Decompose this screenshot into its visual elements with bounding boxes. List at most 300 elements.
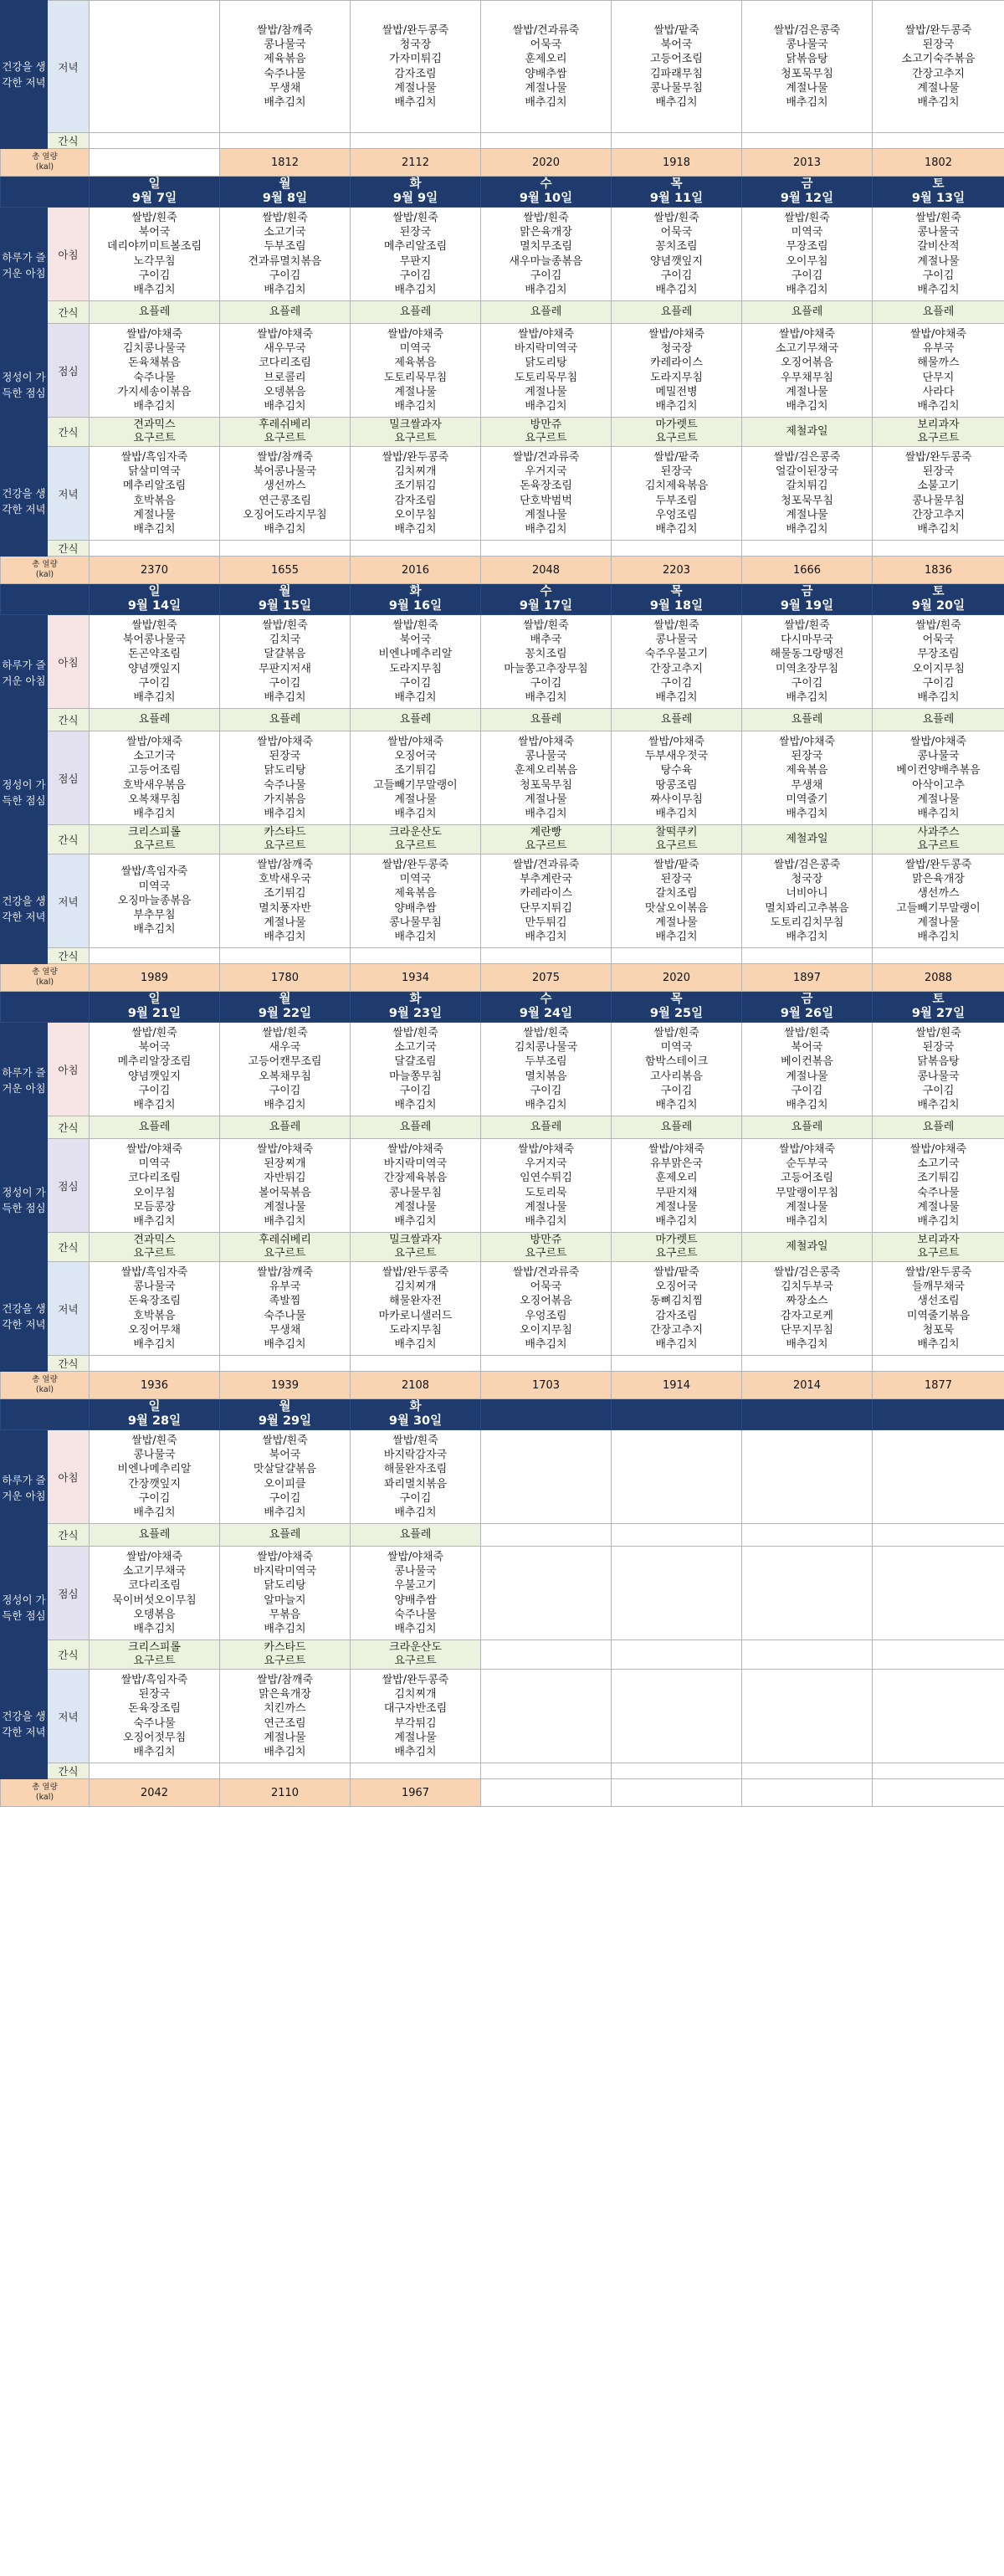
menu-item: 배추김치 — [786, 807, 828, 820]
dinner-menu — [90, 854, 220, 948]
menu-item: 크리스피롤 — [128, 1641, 181, 1654]
dinner-menu — [351, 1, 481, 133]
kcal-unit-line: (kal) — [35, 1793, 54, 1802]
menu-item: 배추김치 — [264, 1506, 306, 1519]
menu-item: 요구르트 — [525, 432, 567, 444]
kcal-label — [1, 557, 90, 584]
snack-menu — [481, 1763, 612, 1779]
weekday-label: 금 — [801, 585, 813, 598]
lunch-menu — [90, 1139, 220, 1233]
menu-item: 카스타드 — [264, 1641, 306, 1654]
day-header — [873, 1399, 1004, 1430]
menu-item: 요플레 — [660, 305, 693, 318]
dinner-menu — [873, 1670, 1004, 1763]
snack-label: 간식 — [48, 1640, 90, 1670]
menu-item: 견과류멸치볶음 — [248, 254, 322, 268]
dinner-menu — [351, 1670, 481, 1763]
lunch-menu — [873, 324, 1004, 418]
menu-item: 도토리묵무침 — [383, 371, 448, 384]
menu-item: 소고기무채국 — [122, 1565, 187, 1578]
dinner-menu — [612, 1262, 742, 1356]
snack-menu — [873, 133, 1004, 149]
menu-item: 오이피클 — [264, 1477, 306, 1491]
date-label: 9월 20일 — [911, 599, 966, 613]
menu-item: 어묵국 — [530, 1280, 562, 1294]
menu-item: 배추김치 — [264, 399, 306, 413]
menu-item: 요플레 — [660, 1121, 693, 1133]
snack-label: 간식 — [48, 709, 90, 731]
menu-item: 미역줄기볶음 — [906, 1309, 971, 1322]
menu-item: 마늘쫑무침 — [389, 1070, 442, 1083]
menu-item: 양배추쌈 — [394, 1593, 437, 1607]
snack-menu — [351, 133, 481, 149]
date-label: 9월 19일 — [780, 599, 834, 613]
lunch-menu — [220, 324, 351, 418]
menu-item: 우무채무침 — [781, 371, 833, 384]
menu-item: 구이김 — [530, 269, 562, 282]
lunch-menu — [351, 731, 481, 825]
kcal-value — [742, 1779, 873, 1807]
menu-item: 크라운산도 — [389, 1641, 442, 1654]
menu-item: 우거지국 — [525, 465, 567, 479]
kcal-value: 1936 — [90, 1372, 220, 1399]
menu-item: 오징어볶음 — [781, 357, 833, 370]
menu-item: 배추김치 — [655, 1098, 698, 1111]
menu-item: 고들빼기무말랭이 — [896, 901, 981, 915]
menu-item: 요구르트 — [655, 1247, 698, 1260]
snack-menu — [612, 709, 742, 731]
meal-group-label: 정성이 가득한 점심 — [1, 1547, 48, 1670]
menu-item: 단호박범벅 — [520, 494, 572, 507]
menu-item: 맑은육개장 — [259, 1688, 311, 1701]
snack-menu — [742, 1233, 873, 1262]
menu-item: 쌀밥/흰죽 — [523, 211, 569, 224]
menu-item: 쌀밥/완두콩죽 — [904, 450, 972, 464]
date-label: 9월 18일 — [649, 599, 704, 613]
menu-item: 배추김치 — [917, 690, 960, 704]
lunch-menu — [612, 1139, 742, 1233]
breakfast-label: 아침 — [48, 1023, 90, 1116]
kcal-value — [90, 149, 220, 177]
menu-item: 쌀밥/야채죽 — [648, 735, 705, 748]
menu-item: 고등어조림 — [781, 1172, 833, 1185]
menu-item: 요플레 — [399, 713, 432, 726]
menu-item: 계절나물 — [786, 1200, 828, 1214]
kcal-value: 1897 — [742, 964, 873, 992]
day-header — [481, 584, 612, 615]
menu-item: 임연수튀김 — [520, 1172, 572, 1185]
dinner-menu — [481, 1262, 612, 1356]
menu-item: 호박볶음 — [133, 1309, 176, 1322]
menu-item: 오징어볶음 — [520, 1295, 572, 1308]
menu-item: 오징어도라지무침 — [243, 508, 327, 521]
menu-item: 계절나물 — [525, 793, 567, 806]
menu-item: 조기튀김 — [917, 1172, 960, 1185]
menu-item: 가지볶음 — [264, 793, 306, 806]
menu-item: 조기튀김 — [264, 887, 306, 901]
menu-item: 쌀밥/흰죽 — [915, 1026, 961, 1039]
menu-item: 배추김치 — [264, 1337, 306, 1351]
day-header — [612, 584, 742, 615]
menu-item: 계절나물 — [917, 793, 960, 806]
lunch-snack-row — [1, 418, 1004, 447]
menu-item: 제육볶음 — [394, 887, 437, 901]
menu-item: 요구르트 — [133, 1247, 176, 1260]
menu-item: 닭볶음탕 — [917, 1055, 960, 1069]
snack-menu — [873, 825, 1004, 854]
menu-item: 된장국 — [922, 1041, 955, 1055]
menu-item: 요플레 — [530, 1121, 562, 1133]
lunch-menu — [90, 731, 220, 825]
menu-item: 북어국 — [138, 1041, 171, 1055]
menu-item: 청국장 — [399, 38, 432, 52]
menu-item: 쌀밥/팥죽 — [653, 23, 699, 37]
menu-item: 쌀밥/흰죽 — [131, 1026, 177, 1039]
menu-item: 카레라이스 — [650, 357, 703, 370]
menu-item: 감자조림 — [655, 1309, 698, 1322]
lunch-menu — [220, 1139, 351, 1233]
menu-item: 우불고기 — [394, 1579, 437, 1593]
menu-item: 요플레 — [922, 305, 955, 318]
snack-menu — [351, 1763, 481, 1779]
menu-item: 사라다 — [922, 385, 955, 398]
menu-item: 탕수육 — [660, 764, 693, 777]
date-label: 9월 28일 — [127, 1414, 182, 1428]
snack-menu — [481, 418, 612, 447]
menu-item: 쌀밥/흰죽 — [653, 618, 699, 632]
menu-item: 보리과자 — [917, 1234, 960, 1246]
menu-item: 구이김 — [530, 676, 562, 690]
date-label: 9월 14일 — [127, 599, 182, 613]
menu-item: 호박볶음 — [133, 494, 176, 507]
dinner-menu — [612, 447, 742, 541]
menu-item: 요플레 — [138, 1121, 171, 1133]
dinner-menu — [90, 1, 220, 133]
lunch-menu — [873, 731, 1004, 825]
menu-item: 조기튀김 — [394, 480, 437, 493]
menu-item: 배추김치 — [133, 1506, 176, 1519]
menu-item: 쌀밥/참깨죽 — [256, 858, 314, 871]
menu-item: 쌀밥/흑임자죽 — [120, 1673, 188, 1686]
kcal-value — [612, 1779, 742, 1807]
weekday-label: 화 — [409, 993, 422, 1006]
snack-menu — [873, 418, 1004, 447]
menu-item: 멸치풍자반 — [259, 901, 311, 915]
menu-item: 감자고로케 — [781, 1309, 833, 1322]
snack-menu — [90, 1640, 220, 1670]
snack-menu — [351, 301, 481, 324]
menu-item: 쌀밥/흰죽 — [262, 1434, 308, 1447]
snack-menu — [220, 1233, 351, 1262]
menu-item: 오이지무침 — [520, 1323, 572, 1337]
date-label: 9월 21일 — [127, 1007, 182, 1020]
menu-item: 바지락미역국 — [514, 342, 578, 356]
lunch-label: 점심 — [48, 324, 90, 418]
menu-item: 크라운산도 — [389, 826, 442, 839]
dinner-label: 저녁 — [48, 1, 90, 133]
breakfast-menu — [351, 1430, 481, 1524]
menu-item: 오징마늘종볶음 — [117, 894, 192, 907]
date-label: 9월 12일 — [780, 192, 834, 205]
menu-item: 쌀밥/야채죽 — [517, 327, 575, 341]
menu-item: 계절나물 — [525, 1200, 567, 1214]
meal-group-label: 정성이 가득한 점심 — [1, 731, 48, 854]
breakfast-menu — [220, 208, 351, 301]
menu-item: 오이무침 — [786, 254, 828, 268]
menu-item: 구이김 — [269, 1491, 301, 1505]
menu-item: 감자조림 — [394, 67, 437, 80]
menu-item: 오뎅볶음 — [264, 385, 306, 398]
kcal-value: 1655 — [220, 557, 351, 584]
menu-item: 요구르트 — [917, 839, 960, 852]
weekday-label: 화 — [409, 1400, 422, 1414]
breakfast-menu — [90, 1023, 220, 1116]
menu-item: 요구르트 — [264, 1247, 306, 1260]
menu-item: 볼어묵볶음 — [259, 1186, 311, 1199]
menu-item: 김파래무침 — [650, 67, 703, 80]
menu-item: 부추무침 — [133, 909, 176, 922]
menu-item: 멸치볶음 — [525, 1070, 567, 1083]
menu-item: 배추김치 — [133, 923, 176, 936]
menu-item: 청국장 — [660, 342, 693, 356]
menu-item: 배추김치 — [655, 807, 698, 820]
menu-item: 땅콩조림 — [655, 778, 698, 792]
kcal-value: 1914 — [612, 1372, 742, 1399]
kcal-value: 1802 — [873, 149, 1004, 177]
menu-item: 요플레 — [399, 1528, 432, 1541]
menu-item: 계절나물 — [655, 916, 698, 929]
menu-item: 미역국 — [660, 1041, 693, 1055]
dinner-menu — [220, 1, 351, 133]
menu-item: 배추김치 — [133, 1098, 176, 1111]
snack-menu — [612, 1233, 742, 1262]
menu-item: 오복채무침 — [259, 1070, 311, 1083]
snack-label: 간식 — [48, 1524, 90, 1547]
kcal-value: 2203 — [612, 557, 742, 584]
weekday-label: 수 — [540, 177, 552, 191]
snack-menu — [220, 709, 351, 731]
menu-item: 쌀밥/완두콩죽 — [382, 1265, 449, 1279]
lunch-snack-row — [1, 1233, 1004, 1262]
day-header — [742, 584, 873, 615]
lunch-menu — [90, 324, 220, 418]
menu-item: 얼갈이된장국 — [775, 465, 839, 479]
snack-menu — [90, 1524, 220, 1547]
menu-item: 알마늘지 — [264, 1593, 306, 1607]
menu-item: 배추김치 — [525, 807, 567, 820]
menu-item: 쌀밥/야채죽 — [517, 1142, 575, 1156]
menu-item: 해물까스 — [917, 357, 960, 370]
kcal-value: 1836 — [873, 557, 1004, 584]
snack-menu — [481, 1233, 612, 1262]
menu-item: 배추김치 — [786, 399, 828, 413]
lunch-snack-row — [1, 825, 1004, 854]
menu-item: 배추국 — [530, 634, 562, 647]
menu-item: 카스타드 — [264, 826, 306, 839]
snack-menu — [220, 301, 351, 324]
menu-item: 만두튀김 — [525, 916, 567, 929]
kcal-value: 2020 — [481, 149, 612, 177]
day-header — [742, 177, 873, 208]
menu-item: 돈곤약조림 — [128, 648, 181, 661]
date-label: 9월 16일 — [388, 599, 443, 613]
menu-item: 연근콩조림 — [259, 494, 311, 507]
menu-item: 청포묵무침 — [781, 494, 833, 507]
menu-item: 유부맑은국 — [650, 1157, 703, 1171]
menu-item: 쌀밥/야채죽 — [517, 735, 575, 748]
menu-item: 쌀밥/흰죽 — [131, 618, 177, 632]
menu-item: 쌀밥/야채죽 — [387, 735, 444, 748]
kcal-unit-line: (kal) — [35, 162, 54, 172]
snack-menu — [742, 418, 873, 447]
menu-item: 요구르트 — [655, 839, 698, 852]
weekday-label: 토 — [932, 585, 945, 598]
menu-item: 배추김치 — [525, 1337, 567, 1351]
breakfast-row — [1, 1430, 1004, 1524]
menu-item: 쌀밥/흰죽 — [784, 1026, 830, 1039]
menu-item: 양념깻잎지 — [650, 254, 703, 268]
snack-menu — [612, 418, 742, 447]
menu-item: 고등어조림 — [128, 764, 181, 777]
menu-item: 쌀밥/흑임자죽 — [120, 865, 188, 879]
snack-menu — [612, 301, 742, 324]
kcal-unit-line: (kal) — [35, 1385, 54, 1394]
snack-label: 간식 — [48, 948, 90, 964]
menu-item: 쌀밥/흰죽 — [262, 618, 308, 632]
menu-item: 배추김치 — [525, 283, 567, 296]
menu-item: 생선조림 — [917, 1295, 960, 1308]
dinner-menu — [90, 1262, 220, 1356]
menu-item: 배추김치 — [917, 522, 960, 536]
menu-item: 달걀조림 — [394, 1055, 437, 1069]
menu-item: 배추김치 — [133, 1214, 176, 1228]
snack-label: 간식 — [48, 1763, 90, 1779]
menu-item: 배추김치 — [394, 1214, 437, 1228]
snack-menu — [90, 1763, 220, 1779]
menu-item: 두부조림 — [655, 494, 698, 507]
menu-item: 쌀밥/검은콩죽 — [773, 23, 841, 37]
menu-item: 김치두부국 — [781, 1280, 833, 1294]
meal-group-label: 정성이 가득한 점심 — [1, 324, 48, 447]
menu-item: 요구르트 — [394, 1247, 437, 1260]
menu-item: 배추김치 — [917, 930, 960, 943]
menu-item: 숙주나물 — [264, 67, 306, 80]
kcal-row — [1, 1779, 1004, 1807]
menu-item: 맑은육개장 — [912, 873, 965, 886]
menu-item: 쌀밥/야채죽 — [126, 1142, 183, 1156]
menu-item: 양배추쌈 — [525, 67, 567, 80]
menu-item: 김치콩나물국 — [122, 342, 187, 356]
snack-menu — [90, 301, 220, 324]
menu-item: 콩나물국 — [917, 226, 960, 239]
menu-item: 콩나물무침 — [650, 81, 703, 95]
header-spacer — [1, 584, 90, 615]
menu-item: 소고기국 — [264, 226, 306, 239]
menu-item: 된장국 — [791, 750, 823, 763]
menu-item: 베이컨양배추볶음 — [896, 764, 981, 777]
menu-item: 소고기국 — [394, 1041, 437, 1055]
kcal-label — [1, 1779, 90, 1807]
dinner-row — [1, 1262, 1004, 1356]
menu-item: 사과주스 — [917, 826, 960, 839]
snack-menu — [612, 825, 742, 854]
kcal-value: 1934 — [351, 964, 481, 992]
menu-item: 요구르트 — [917, 1247, 960, 1260]
menu-item: 콩나물국 — [525, 750, 567, 763]
menu-item: 계절나물 — [264, 1200, 306, 1214]
menu-item: 소고기국 — [133, 750, 176, 763]
date-label: 9월 15일 — [258, 599, 312, 613]
week-header-row — [1, 584, 1004, 615]
breakfast-menu — [873, 615, 1004, 709]
menu-item: 쌀밥/검은콩죽 — [773, 1265, 841, 1279]
menu-item: 배추김치 — [786, 95, 828, 109]
day-header — [612, 992, 742, 1023]
menu-item: 배추김치 — [786, 283, 828, 296]
snack-menu — [90, 133, 220, 149]
menu-item: 무말랭이무침 — [775, 1186, 839, 1199]
menu-item: 요구르트 — [133, 432, 176, 444]
menu-item: 배추김치 — [394, 95, 437, 109]
menu-item: 제철과일 — [786, 425, 828, 438]
day-header — [873, 584, 1004, 615]
snack-menu — [612, 948, 742, 964]
menu-item: 훈제오리 — [655, 1172, 698, 1185]
menu-item: 노각무침 — [133, 254, 176, 268]
menu-item: 배추김치 — [133, 522, 176, 536]
menu-item: 배추김치 — [133, 807, 176, 820]
menu-item: 쌀밥/야채죽 — [778, 327, 836, 341]
breakfast-menu — [220, 1430, 351, 1524]
breakfast-menu — [90, 1430, 220, 1524]
menu-item: 쌀밥/야채죽 — [387, 1142, 444, 1156]
kcal-value: 1967 — [351, 1779, 481, 1807]
lunch-label: 점심 — [48, 731, 90, 825]
menu-item: 구이김 — [399, 676, 432, 690]
menu-item: 쌀밥/흑임자죽 — [120, 1265, 188, 1279]
menu-item: 모듬콩장 — [133, 1200, 176, 1214]
menu-item: 간장고추지 — [912, 508, 965, 521]
day-header — [220, 177, 351, 208]
menu-item: 요구르트 — [917, 432, 960, 444]
menu-item: 쌀밥/흰죽 — [523, 1026, 569, 1039]
date-label: 9월 29일 — [258, 1414, 312, 1428]
date-label: 9월 30일 — [388, 1414, 443, 1428]
dinner-menu — [612, 1, 742, 133]
snack-menu — [742, 1356, 873, 1372]
kcal-label-line: 총 열량 — [32, 560, 58, 569]
snack-menu — [351, 825, 481, 854]
menu-item: 배추김치 — [917, 1337, 960, 1351]
meal-group-label: 건강을 생각한 저녁 — [1, 1262, 48, 1372]
menu-item: 닭살미역국 — [128, 465, 181, 479]
menu-item: 된장국 — [138, 1688, 171, 1701]
dinner-menu — [351, 854, 481, 948]
snack-menu — [612, 1763, 742, 1779]
kcal-value: 1918 — [612, 149, 742, 177]
menu-item: 간장깻잎지 — [128, 1477, 181, 1491]
day-header — [90, 584, 220, 615]
dinner-label: 저녁 — [48, 1670, 90, 1763]
date-label: 9월 8일 — [262, 192, 308, 205]
dinner-menu — [351, 447, 481, 541]
menu-item: 쌀밥/야채죽 — [387, 327, 444, 341]
menu-item: 어묵국 — [530, 38, 562, 52]
weekday-label: 목 — [670, 585, 683, 598]
menu-item: 해물완자전 — [389, 1295, 442, 1308]
menu-item: 메밀전병 — [655, 385, 698, 398]
menu-item: 순두부국 — [786, 1157, 828, 1171]
